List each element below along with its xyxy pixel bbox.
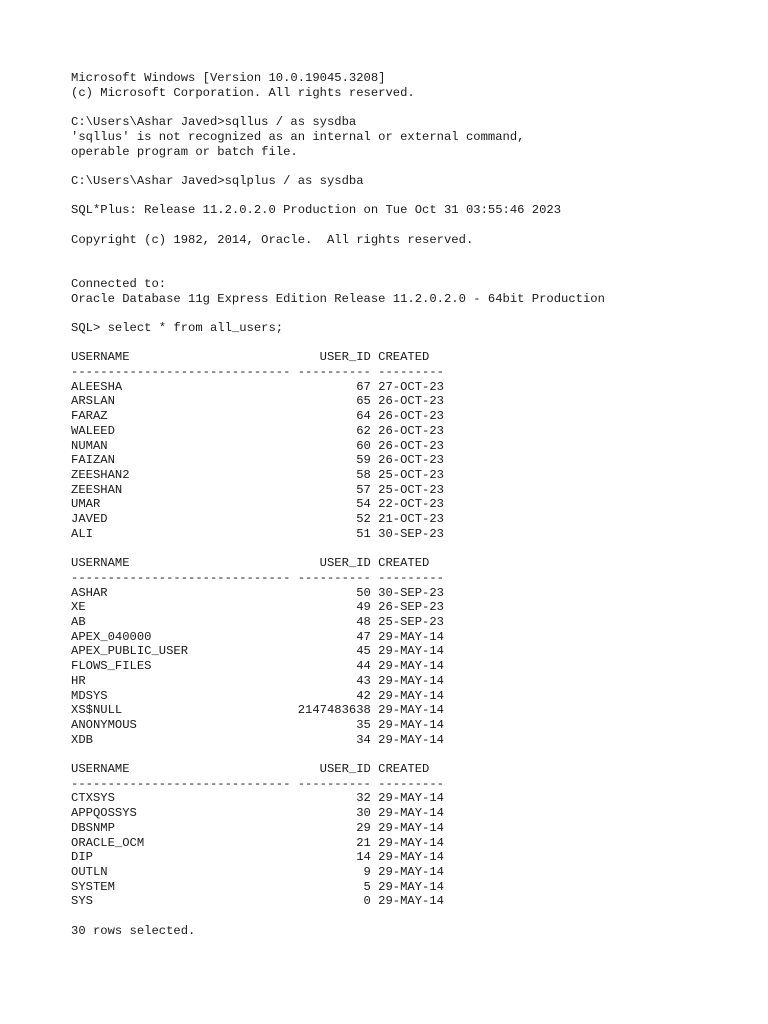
blank-line: [71, 189, 751, 204]
console-line: MDSYS 42 29-MAY-14: [71, 688, 444, 703]
console-line: SYS 0 29-MAY-14: [71, 894, 444, 909]
console-line: ------------------------------ ---------- ---------: [71, 776, 444, 791]
console-line: SYSTEM 5 29-MAY-14: [71, 879, 444, 894]
console-line: AB 48 25-SEP-23: [71, 615, 444, 630]
console-line: XDB 34 29-MAY-14: [71, 732, 444, 747]
console-line: C:\Users\Ashar Javed>sqllus / as sysdba: [71, 115, 357, 130]
blank-line: [71, 909, 751, 924]
console-line: USERNAME USER_ID CREATED: [71, 762, 430, 777]
blank-line: [71, 306, 751, 321]
console-line: ------------------------------ ---------- ---------: [71, 365, 444, 380]
blank-line: [71, 336, 751, 351]
blank-line: [71, 247, 751, 262]
console-line: ALI 51 30-SEP-23: [71, 526, 444, 541]
console-line: ANONYMOUS 35 29-MAY-14: [71, 717, 444, 732]
console-line: DBSNMP 29 29-MAY-14: [71, 820, 444, 835]
console-line: APEX_PUBLIC_USER 45 29-MAY-14: [71, 644, 444, 659]
console-line: FAIZAN 59 26-OCT-23: [71, 453, 444, 468]
console-line: NUMAN 60 26-OCT-23: [71, 438, 444, 453]
console-line: ARSLAN 65 26-OCT-23: [71, 394, 444, 409]
console-line: ASHAR 50 30-SEP-23: [71, 585, 444, 600]
console-line: FARAZ 64 26-OCT-23: [71, 409, 444, 424]
console-line: UMAR 54 22-OCT-23: [71, 497, 444, 512]
console-line: ZEESHAN 57 25-OCT-23: [71, 482, 444, 497]
console-line: XE 49 26-SEP-23: [71, 600, 444, 615]
console-line: operable program or batch file.: [71, 144, 298, 159]
blank-line: [71, 747, 751, 762]
console-line: SQL> select * from all_users;: [71, 320, 284, 335]
console-line: XS$NULL 2147483638 29-MAY-14: [71, 703, 444, 718]
console-line: ALEESHA 67 27-OCT-23: [71, 379, 444, 394]
console-line: 30 rows selected.: [71, 923, 196, 938]
console-line: ORACLE_OCM 21 29-MAY-14: [71, 835, 444, 850]
console-line: USERNAME USER_ID CREATED: [71, 556, 430, 571]
console-line: OUTLN 9 29-MAY-14: [71, 864, 444, 879]
blank-line: [71, 218, 751, 233]
console-line: HR 43 29-MAY-14: [71, 673, 444, 688]
console-line: USERNAME USER_ID CREATED: [71, 350, 430, 365]
console-line: Oracle Database 11g Express Edition Release 11.2.0.2.0 - 64bit Production: [71, 291, 605, 306]
console-line: CTXSYS 32 29-MAY-14: [71, 791, 444, 806]
console-output[interactable]: [71, 71, 751, 938]
blank-line: [71, 262, 751, 277]
console-line: DIP 14 29-MAY-14: [71, 850, 444, 865]
console-line: FLOWS_FILES 44 29-MAY-14: [71, 659, 444, 674]
console-line: (c) Microsoft Corporation. All rights reserved.: [71, 85, 415, 100]
console-line: 'sqllus' is not recognized as an internal or external command,: [71, 129, 525, 144]
console-line: ------------------------------ ---------- ---------: [71, 570, 444, 585]
console-line: C:\Users\Ashar Javed>sqlplus / as sysdba: [71, 173, 364, 188]
blank-line: [71, 542, 751, 557]
blank-line: [71, 100, 751, 115]
blank-line: [71, 159, 751, 174]
console-line: WALEED 62 26-OCT-23: [71, 423, 444, 438]
console-line: JAVED 52 21-OCT-23: [71, 512, 444, 527]
console-line: Connected to:: [71, 276, 167, 291]
console-line: APEX_040000 47 29-MAY-14: [71, 629, 444, 644]
console-line: ZEESHAN2 58 25-OCT-23: [71, 467, 444, 482]
console-line: SQL*Plus: Release 11.2.0.2.0 Production on Tue Oct 31 03:55:46 2023: [71, 203, 562, 218]
console-line: Microsoft Windows [Version 10.0.19045.3208]: [71, 71, 386, 85]
console-line: Copyright (c) 1982, 2014, Oracle. All rights reserved.: [71, 232, 474, 247]
console-line: APPQOSSYS 30 29-MAY-14: [71, 806, 444, 821]
